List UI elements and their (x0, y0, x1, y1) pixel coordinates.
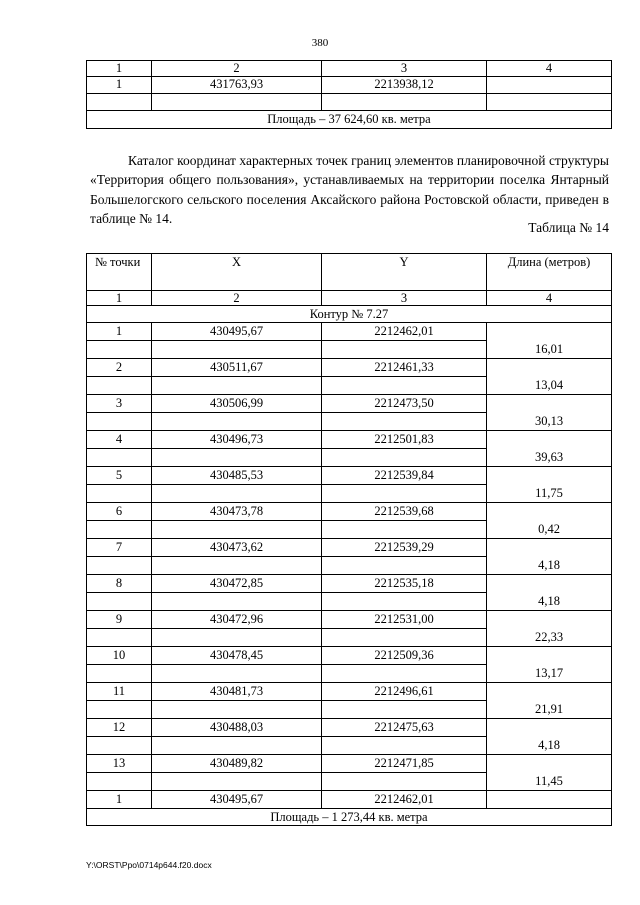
column-number: 3 (322, 291, 487, 306)
x-coordinate: 430473,62 (152, 539, 322, 557)
table-row (87, 647, 612, 665)
point-number: 10 (87, 647, 152, 665)
length-row (87, 629, 612, 647)
segment-length-cell (487, 755, 612, 773)
segment-length-cell (487, 467, 612, 485)
y-coordinate: 2212475,63 (322, 719, 487, 737)
length-row (87, 449, 612, 467)
segment-length: 4,18 (487, 557, 612, 575)
table-row (87, 683, 612, 701)
segment-length: 16,01 (487, 341, 612, 359)
table-row (87, 94, 612, 111)
area-total: Площадь – 1 273,44 кв. метра (87, 809, 612, 826)
segment-length-cell (487, 395, 612, 413)
point-number: 8 (87, 575, 152, 593)
y-coordinate: 2212531,00 (322, 611, 487, 629)
segment-length: 22,33 (487, 629, 612, 647)
table-row (87, 611, 612, 629)
x-coordinate: 430478,45 (152, 647, 322, 665)
y-coordinate: 2212473,50 (322, 395, 487, 413)
length-row (87, 413, 612, 431)
length-row (87, 485, 612, 503)
x-coordinate: 431763,93 (152, 77, 322, 94)
segment-length-cell (487, 611, 612, 629)
x-coordinate: 430489,82 (152, 755, 322, 773)
x-coordinate: 430472,85 (152, 575, 322, 593)
point-number: 6 (87, 503, 152, 521)
table-row (87, 467, 612, 485)
segment-length (487, 77, 612, 94)
table-body (87, 323, 612, 809)
segment-length: 0,42 (487, 521, 612, 539)
segment-length-cell (487, 575, 612, 593)
segment-length: 4,18 (487, 737, 612, 755)
table-row (87, 359, 612, 377)
point-number: 11 (87, 683, 152, 701)
header-length: Длина (метров) (487, 254, 612, 291)
segment-length: 13,04 (487, 377, 612, 395)
table-row (87, 323, 612, 341)
column-number: 2 (152, 291, 322, 306)
column-number: 1 (87, 61, 152, 77)
y-coordinate: 2212496,61 (322, 683, 487, 701)
segment-length-cell (487, 683, 612, 701)
point-number: 7 (87, 539, 152, 557)
length-row (87, 665, 612, 683)
contour-label: Контур № 7.27 (87, 306, 612, 323)
y-coordinate: 2212471,85 (322, 755, 487, 773)
column-number: 3 (322, 61, 487, 77)
segment-length-cell (487, 647, 612, 665)
header-point: № точки (87, 254, 152, 291)
length-row (87, 701, 612, 719)
length-row (87, 341, 612, 359)
table-row (87, 395, 612, 413)
file-path-footer: Y:\ORST\Ppo\0714p644.f20.docx (86, 860, 212, 870)
length-row (87, 773, 612, 791)
segment-length-cell (487, 323, 612, 341)
y-coordinate: 2212539,84 (322, 467, 487, 485)
x-coordinate: 430485,53 (152, 467, 322, 485)
segment-length: 11,45 (487, 773, 612, 791)
table-row (87, 755, 612, 773)
area-row (87, 809, 612, 826)
table-column-numbers (87, 61, 612, 77)
y-coordinate: 2212539,29 (322, 539, 487, 557)
x-coordinate: 430488,03 (152, 719, 322, 737)
y-coordinate: 2212501,83 (322, 431, 487, 449)
coordinates-table-14 (86, 253, 612, 826)
table-column-numbers (87, 291, 612, 306)
table-row (87, 539, 612, 557)
x-coordinate: 430481,73 (152, 683, 322, 701)
y-coordinate: 2213938,12 (322, 77, 487, 94)
contour-row (87, 306, 612, 323)
y-coordinate: 2212461,33 (322, 359, 487, 377)
y-coordinate: 2212462,01 (322, 791, 487, 809)
header-y: Y (322, 254, 487, 291)
segment-length: 30,13 (487, 413, 612, 431)
table-row (87, 575, 612, 593)
segment-length-cell (487, 503, 612, 521)
coordinates-table-13-tail (86, 60, 612, 129)
table-row (87, 431, 612, 449)
table-row (87, 791, 612, 809)
y-coordinate: 2212535,18 (322, 575, 487, 593)
x-coordinate: 430506,99 (152, 395, 322, 413)
catalog-paragraph: Каталог координат характерных точек границ элементов планировочной структуры «Территория общего пользования», устанавливаемых на территории поселка Янтарный Большелогского сельского поселения Аксайского района Ростовской области, приведен в таблице № 14. (90, 153, 609, 226)
point-number: 2 (87, 359, 152, 377)
segment-length: 21,91 (487, 701, 612, 719)
point-number: 1 (87, 791, 152, 809)
point-number: 12 (87, 719, 152, 737)
column-number: 1 (87, 291, 152, 306)
segment-length-cell (487, 359, 612, 377)
point-number: 1 (87, 77, 152, 94)
table-row (87, 719, 612, 737)
header-x: X (152, 254, 322, 291)
segment-length: 4,18 (487, 593, 612, 611)
area-total: Площадь – 37 624,60 кв. метра (87, 111, 612, 129)
table-row (87, 503, 612, 521)
table-caption: Таблица № 14 (528, 220, 609, 235)
segment-length: 39,63 (487, 449, 612, 467)
x-coordinate: 430511,67 (152, 359, 322, 377)
y-coordinate: 2212462,01 (322, 323, 487, 341)
x-coordinate: 430495,67 (152, 323, 322, 341)
y-coordinate: 2212509,36 (322, 647, 487, 665)
table-row (87, 77, 612, 94)
segment-length: 13,17 (487, 665, 612, 683)
point-number: 3 (87, 395, 152, 413)
point-number: 5 (87, 467, 152, 485)
length-row (87, 521, 612, 539)
segment-length-cell (487, 539, 612, 557)
length-row (87, 593, 612, 611)
length-row (87, 557, 612, 575)
segment-length-cell (487, 431, 612, 449)
length-row (87, 377, 612, 395)
table-header-row (87, 254, 612, 291)
point-number: 1 (87, 323, 152, 341)
length-row (87, 737, 612, 755)
segment-length-cell (487, 791, 612, 809)
segment-length-cell (487, 719, 612, 737)
page-number: 380 (311, 37, 329, 49)
segment-length: 11,75 (487, 485, 612, 503)
column-number: 4 (487, 61, 612, 77)
x-coordinate: 430496,73 (152, 431, 322, 449)
area-row (87, 111, 612, 129)
column-number: 4 (487, 291, 612, 306)
point-number: 4 (87, 431, 152, 449)
x-coordinate: 430472,96 (152, 611, 322, 629)
column-number: 2 (152, 61, 322, 77)
point-number: 13 (87, 755, 152, 773)
x-coordinate: 430495,67 (152, 791, 322, 809)
point-number: 9 (87, 611, 152, 629)
x-coordinate: 430473,78 (152, 503, 322, 521)
y-coordinate: 2212539,68 (322, 503, 487, 521)
